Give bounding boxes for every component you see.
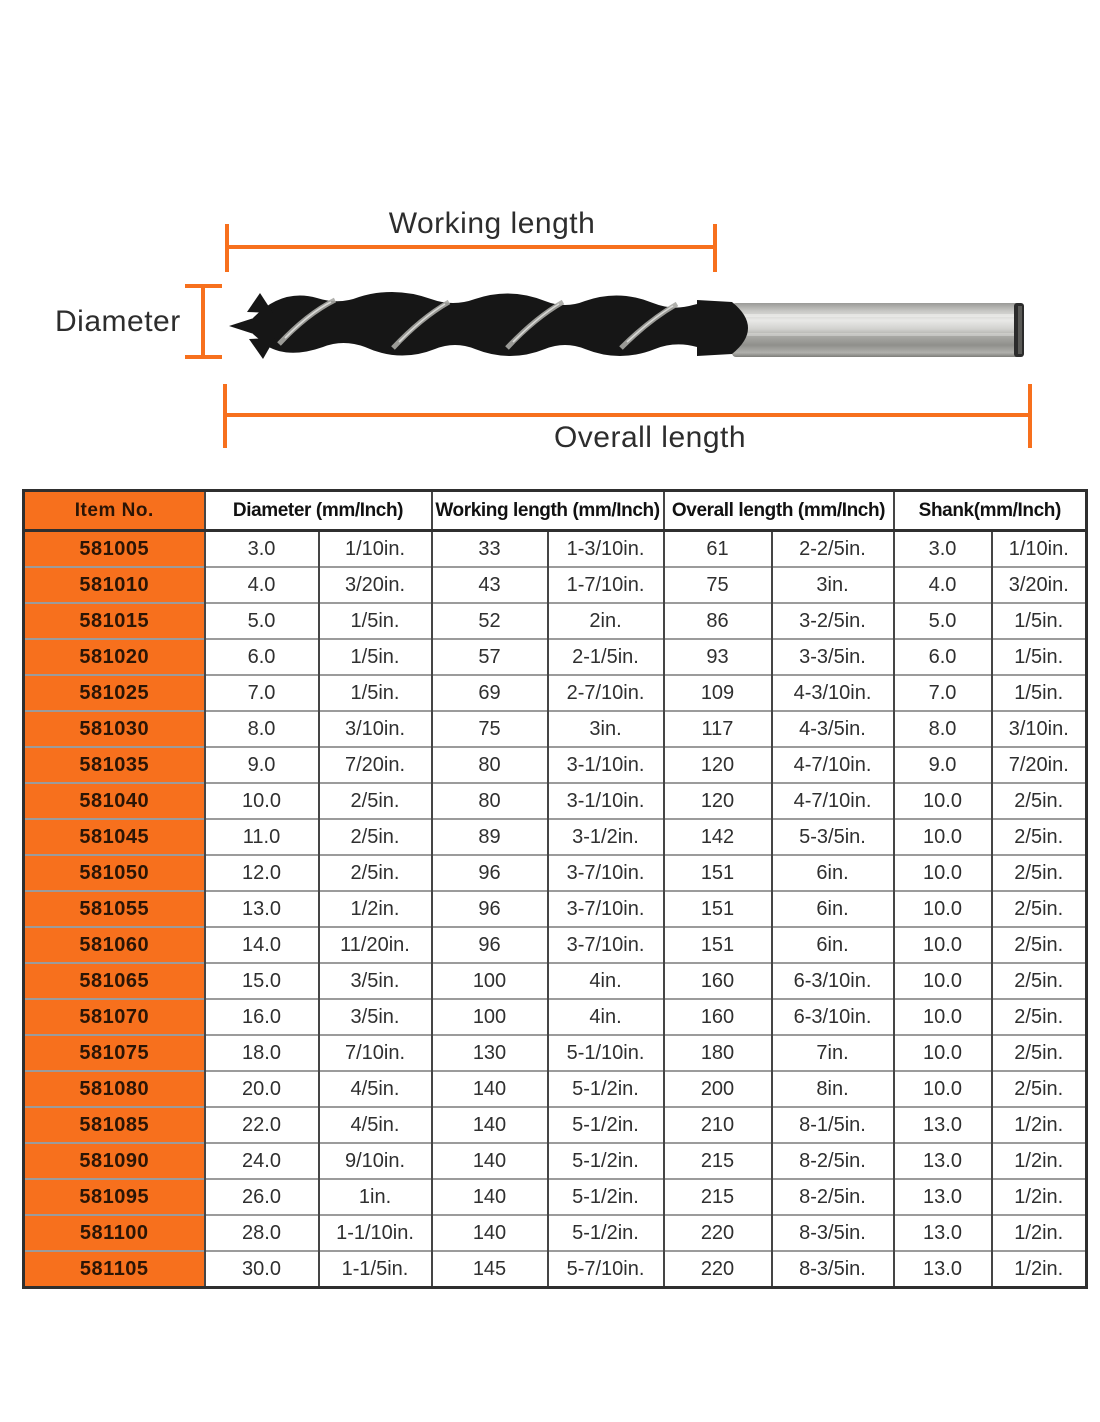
spec-cell: 3-1/10in.: [548, 747, 664, 783]
spec-cell: 16.0: [205, 999, 319, 1035]
spec-cell: 8.0: [205, 711, 319, 747]
table-row: [24, 1251, 1087, 1288]
item-no-cell: 581095: [24, 1179, 205, 1215]
spec-cell: 5-7/10in.: [548, 1251, 664, 1288]
spec-table: [22, 489, 1088, 1289]
spec-cell: 2/5in.: [992, 783, 1087, 819]
spec-cell: 75: [432, 711, 548, 747]
spec-cell: 1/2in.: [992, 1143, 1087, 1179]
spec-cell: 86: [664, 603, 772, 639]
item-no-cell: 581025: [24, 675, 205, 711]
spec-cell: 15.0: [205, 963, 319, 999]
spec-cell: 4.0: [894, 567, 992, 603]
working-length-right-tick: [713, 224, 717, 272]
spec-cell: 13.0: [894, 1107, 992, 1143]
spec-cell: 2/5in.: [319, 855, 432, 891]
spec-cell: 140: [432, 1071, 548, 1107]
spec-cell: 7/20in.: [319, 747, 432, 783]
spec-cell: 7.0: [894, 675, 992, 711]
overall-length-right-tick: [1028, 384, 1032, 448]
working-length-dimension-line: [227, 245, 716, 249]
spec-cell: 80: [432, 747, 548, 783]
spec-cell: 6-3/10in.: [772, 963, 894, 999]
spec-cell: 5-1/2in.: [548, 1071, 664, 1107]
spec-cell: 151: [664, 855, 772, 891]
spec-cell: 2/5in.: [319, 819, 432, 855]
item-no-cell: 581065: [24, 963, 205, 999]
item-no-cell: 581045: [24, 819, 205, 855]
spec-cell: 210: [664, 1107, 772, 1143]
table-row: [24, 783, 1087, 819]
spec-cell: 10.0: [894, 891, 992, 927]
spec-cell: 13.0: [894, 1215, 992, 1251]
spec-cell: 10.0: [894, 1071, 992, 1107]
header-working-length: Working length (mm/Inch): [432, 491, 664, 531]
spec-cell: 140: [432, 1107, 548, 1143]
spec-cell: 43: [432, 567, 548, 603]
drill-bit-illustration: [227, 286, 1032, 366]
spec-cell: 220: [664, 1251, 772, 1288]
spec-cell: 2/5in.: [992, 1035, 1087, 1071]
spec-cell: 2-2/5in.: [772, 531, 894, 568]
spec-table-body: [24, 531, 1087, 1288]
spec-cell: 2/5in.: [319, 783, 432, 819]
spec-cell: 120: [664, 783, 772, 819]
spec-cell: 3in.: [548, 711, 664, 747]
item-no-cell: 581030: [24, 711, 205, 747]
spec-cell: 33: [432, 531, 548, 568]
spec-cell: 1/2in.: [319, 891, 432, 927]
spec-cell: 13.0: [894, 1143, 992, 1179]
spec-cell: 2-1/5in.: [548, 639, 664, 675]
spec-cell: 9.0: [205, 747, 319, 783]
spec-table-header: [24, 491, 1087, 531]
spec-cell: 215: [664, 1143, 772, 1179]
spec-cell: 24.0: [205, 1143, 319, 1179]
table-row: [24, 603, 1087, 639]
spec-cell: 13.0: [205, 891, 319, 927]
spec-cell: 4-7/10in.: [772, 783, 894, 819]
spec-cell: 3/10in.: [992, 711, 1087, 747]
item-no-cell: 581085: [24, 1107, 205, 1143]
spec-cell: 7/10in.: [319, 1035, 432, 1071]
diameter-top-cap: [185, 284, 222, 288]
spec-cell: 8.0: [894, 711, 992, 747]
spec-cell: 160: [664, 999, 772, 1035]
table-row: [24, 675, 1087, 711]
item-no-cell: 581040: [24, 783, 205, 819]
spec-cell: 96: [432, 855, 548, 891]
spec-cell: 80: [432, 783, 548, 819]
spec-cell: 5.0: [894, 603, 992, 639]
spec-cell: 1-1/5in.: [319, 1251, 432, 1288]
spec-cell: 3/20in.: [319, 567, 432, 603]
spec-cell: 3-7/10in.: [548, 927, 664, 963]
item-no-cell: 581080: [24, 1071, 205, 1107]
item-no-cell: 581015: [24, 603, 205, 639]
spec-cell: 28.0: [205, 1215, 319, 1251]
spec-cell: 10.0: [894, 855, 992, 891]
spec-cell: 1/5in.: [319, 675, 432, 711]
spec-cell: 57: [432, 639, 548, 675]
spec-cell: 1/5in.: [992, 603, 1087, 639]
table-row: [24, 1107, 1087, 1143]
bit-flutes: [253, 292, 748, 356]
spec-cell: 10.0: [205, 783, 319, 819]
item-no-cell: 581035: [24, 747, 205, 783]
spec-cell: 7.0: [205, 675, 319, 711]
spec-cell: 3-7/10in.: [548, 855, 664, 891]
table-row: [24, 963, 1087, 999]
header-overall-length: Overall length (mm/Inch): [664, 491, 894, 531]
spec-cell: 10.0: [894, 783, 992, 819]
item-no-cell: 581105: [24, 1251, 205, 1288]
bit-shank: [732, 303, 1024, 357]
item-no-cell: 581010: [24, 567, 205, 603]
spec-cell: 140: [432, 1179, 548, 1215]
table-row: [24, 711, 1087, 747]
spec-cell: 3.0: [894, 531, 992, 568]
spec-cell: 11/20in.: [319, 927, 432, 963]
spec-cell: 4/5in.: [319, 1107, 432, 1143]
spec-cell: 7/20in.: [992, 747, 1087, 783]
header-shank: Shank(mm/Inch): [894, 491, 1087, 531]
spec-cell: 6.0: [894, 639, 992, 675]
item-no-cell: 581090: [24, 1143, 205, 1179]
item-no-cell: 581050: [24, 855, 205, 891]
spec-cell: 1-7/10in.: [548, 567, 664, 603]
spec-cell: 8-2/5in.: [772, 1143, 894, 1179]
spec-cell: 3/5in.: [319, 999, 432, 1035]
spec-cell: 5.0: [205, 603, 319, 639]
table-row: [24, 927, 1087, 963]
diameter-bottom-cap: [185, 355, 222, 359]
table-row: [24, 1215, 1087, 1251]
spec-cell: 96: [432, 927, 548, 963]
spec-cell: 10.0: [894, 999, 992, 1035]
spec-cell: 13.0: [894, 1179, 992, 1215]
spec-cell: 30.0: [205, 1251, 319, 1288]
spec-cell: 6-3/10in.: [772, 999, 894, 1035]
item-no-cell: 581075: [24, 1035, 205, 1071]
spec-cell: 5-1/10in.: [548, 1035, 664, 1071]
spec-cell: 2/5in.: [992, 891, 1087, 927]
spec-cell: 75: [664, 567, 772, 603]
table-row: [24, 639, 1087, 675]
table-row: [24, 1143, 1087, 1179]
spec-cell: 5-1/2in.: [548, 1143, 664, 1179]
spec-cell: 8-3/5in.: [772, 1215, 894, 1251]
spec-cell: 4-3/5in.: [772, 711, 894, 747]
spec-cell: 5-3/5in.: [772, 819, 894, 855]
spec-cell: 1/2in.: [992, 1215, 1087, 1251]
spec-cell: 3/10in.: [319, 711, 432, 747]
spec-cell: 8in.: [772, 1071, 894, 1107]
spec-cell: 6in.: [772, 855, 894, 891]
table-row: [24, 1035, 1087, 1071]
spec-cell: 3.0: [205, 531, 319, 568]
spec-cell: 200: [664, 1071, 772, 1107]
spec-cell: 2-7/10in.: [548, 675, 664, 711]
spec-cell: 10.0: [894, 927, 992, 963]
spec-cell: 4-3/10in.: [772, 675, 894, 711]
spec-cell: 100: [432, 963, 548, 999]
spec-cell: 1/2in.: [992, 1107, 1087, 1143]
header-item-no: Item No.: [24, 491, 205, 531]
header-row: [24, 491, 1087, 531]
spec-cell: 2/5in.: [992, 963, 1087, 999]
spec-cell: 3/5in.: [319, 963, 432, 999]
spec-cell: 1/10in.: [319, 531, 432, 568]
item-no-cell: 581055: [24, 891, 205, 927]
spec-cell: 6in.: [772, 891, 894, 927]
table-row: [24, 1179, 1087, 1215]
spec-cell: 2/5in.: [992, 1071, 1087, 1107]
spec-cell: 10.0: [894, 1035, 992, 1071]
spec-cell: 140: [432, 1143, 548, 1179]
spec-cell: 1/5in.: [992, 675, 1087, 711]
working-length-label: Working length: [388, 207, 596, 240]
spec-cell: 14.0: [205, 927, 319, 963]
spec-cell: 13.0: [894, 1251, 992, 1288]
overall-length-dimension-line: [225, 413, 1032, 417]
header-diameter: Diameter (mm/Inch): [205, 491, 432, 531]
spec-cell: 1-1/10in.: [319, 1215, 432, 1251]
overall-length-label: Overall length: [553, 421, 747, 454]
spec-cell: 160: [664, 963, 772, 999]
table-row: [24, 999, 1087, 1035]
spec-cell: 3/20in.: [992, 567, 1087, 603]
item-no-cell: 581070: [24, 999, 205, 1035]
spec-cell: 1/10in.: [992, 531, 1087, 568]
spec-cell: 10.0: [894, 819, 992, 855]
spec-cell: 69: [432, 675, 548, 711]
table-row: [24, 531, 1087, 568]
working-length-left-tick: [225, 224, 229, 272]
spec-cell: 142: [664, 819, 772, 855]
spec-cell: 5-1/2in.: [548, 1215, 664, 1251]
table-row: [24, 855, 1087, 891]
item-no-cell: 581060: [24, 927, 205, 963]
table-row: [24, 747, 1087, 783]
spec-cell: 2/5in.: [992, 927, 1087, 963]
spec-cell: 96: [432, 891, 548, 927]
spec-cell: 1-3/10in.: [548, 531, 664, 568]
spec-cell: 52: [432, 603, 548, 639]
spec-cell: 4.0: [205, 567, 319, 603]
spec-cell: 9.0: [894, 747, 992, 783]
spec-cell: 1/2in.: [992, 1251, 1087, 1288]
spec-cell: 4-7/10in.: [772, 747, 894, 783]
spec-cell: 18.0: [205, 1035, 319, 1071]
spec-cell: 4in.: [548, 963, 664, 999]
spec-cell: 26.0: [205, 1179, 319, 1215]
spec-cell: 6.0: [205, 639, 319, 675]
spec-cell: 2/5in.: [992, 999, 1087, 1035]
spec-cell: 1/5in.: [319, 603, 432, 639]
spec-cell: 1/5in.: [992, 639, 1087, 675]
table-row: [24, 1071, 1087, 1107]
spec-cell: 2/5in.: [992, 819, 1087, 855]
spec-cell: 145: [432, 1251, 548, 1288]
table-row: [24, 891, 1087, 927]
spec-cell: 5-1/2in.: [548, 1179, 664, 1215]
table-row: [24, 819, 1087, 855]
spec-cell: 8-1/5in.: [772, 1107, 894, 1143]
spec-cell: 1/5in.: [319, 639, 432, 675]
spec-cell: 3-7/10in.: [548, 891, 664, 927]
spec-cell: 140: [432, 1215, 548, 1251]
item-no-cell: 581005: [24, 531, 205, 568]
spec-cell: 8-3/5in.: [772, 1251, 894, 1288]
spec-cell: 2in.: [548, 603, 664, 639]
spec-cell: 3-2/5in.: [772, 603, 894, 639]
spec-cell: 11.0: [205, 819, 319, 855]
spec-cell: 100: [432, 999, 548, 1035]
diameter-label: Diameter: [55, 305, 181, 338]
spec-cell: 151: [664, 891, 772, 927]
spec-cell: 215: [664, 1179, 772, 1215]
spec-cell: 9/10in.: [319, 1143, 432, 1179]
spec-cell: 61: [664, 531, 772, 568]
spec-cell: 130: [432, 1035, 548, 1071]
spec-cell: 4/5in.: [319, 1071, 432, 1107]
spec-cell: 1/2in.: [992, 1179, 1087, 1215]
spec-cell: 3in.: [772, 567, 894, 603]
spec-cell: 1in.: [319, 1179, 432, 1215]
spec-cell: 20.0: [205, 1071, 319, 1107]
table-row: [24, 567, 1087, 603]
spec-cell: 4in.: [548, 999, 664, 1035]
spec-cell: 93: [664, 639, 772, 675]
spec-cell: 7in.: [772, 1035, 894, 1071]
spec-cell: 180: [664, 1035, 772, 1071]
spec-cell: 220: [664, 1215, 772, 1251]
spec-cell: 117: [664, 711, 772, 747]
spec-cell: 3-1/2in.: [548, 819, 664, 855]
spec-cell: 6in.: [772, 927, 894, 963]
spec-cell: 12.0: [205, 855, 319, 891]
diameter-dimension-line: [201, 286, 205, 359]
spec-cell: 120: [664, 747, 772, 783]
spec-cell: 151: [664, 927, 772, 963]
spec-cell: 3-1/10in.: [548, 783, 664, 819]
spec-cell: 109: [664, 675, 772, 711]
spec-cell: 2/5in.: [992, 855, 1087, 891]
spec-cell: 3-3/5in.: [772, 639, 894, 675]
spec-cell: 89: [432, 819, 548, 855]
spec-cell: 5-1/2in.: [548, 1107, 664, 1143]
spec-cell: 8-2/5in.: [772, 1179, 894, 1215]
overall-length-left-tick: [223, 384, 227, 448]
spec-cell: 22.0: [205, 1107, 319, 1143]
spec-cell: 10.0: [894, 963, 992, 999]
item-no-cell: 581020: [24, 639, 205, 675]
item-no-cell: 581100: [24, 1215, 205, 1251]
